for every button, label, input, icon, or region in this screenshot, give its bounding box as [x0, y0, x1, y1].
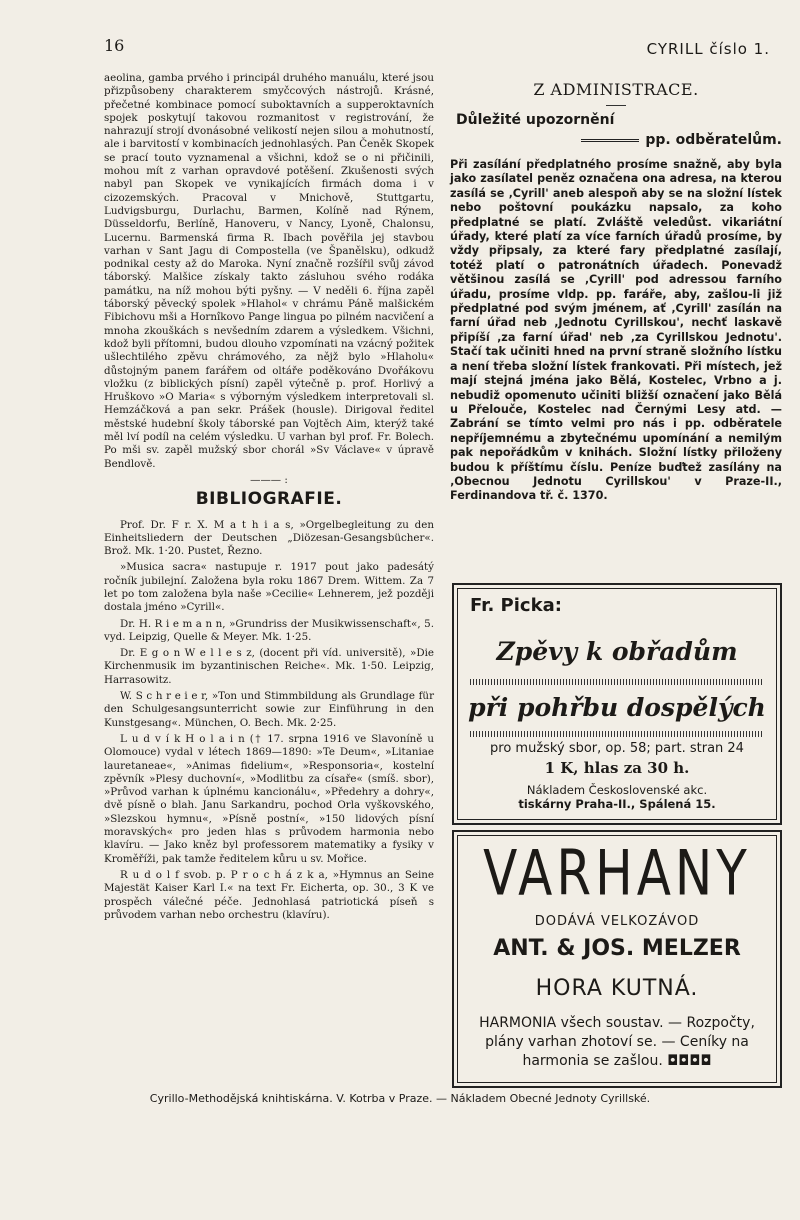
ad-publisher-line-1: Nákladem Československé akc. — [526, 783, 708, 797]
bibliography-heading: BIBLIOGRAFIE. — [195, 489, 343, 510]
page-header — [100, 36, 770, 66]
ad-company-name: ANT. & JOS. MELZER — [493, 936, 741, 961]
notice-body: Při zasílání předplatného prosíme snažně, aby byla jako zasílatel peněz označena ona adresa, na kterou zasílá se ‚Cyrill' aneb alespoň aby se na složní lístek nebo poštovní poukázku napsalo, za koho předplatné se platí. Zvláště veledůst. vikariátní úřady, které platí za více farních úřadů prosíme, by vždy připsaly, za které fary předplatné zasílají, totéž platí o patronátních úřadech. Ponevadž většinou zasílá se ‚Cyrill' pod adressou farního úřadu, prosíme vldp. pp. faráře, aby, zašlou-li již předplatné pod svým jménem, ať ‚Cyrill' zasílán na farní úřad neb ‚Jednotu Cyrillskou', nechť laskavě připíší ‚za farní úřad' neb ‚za Cyrillskou Jednotu'. Stačí tak učiniti hned na první straně složního lístku a není třeba složní lístek frankovati. Při místech, jež mají stejná jména jako Bělá, Kostelec, Vrbno a j. nebudiž opomenuto učiniti bližší označení jako Bělá u Přelouče, Kostelec nad Černými Lesy atd. — Zabrání se tímto velmi pro nás i pp. odběratele nepříjemnému a zbytečnému upomínání a nemilým pak nepořádkům v knihách. Složní lístky přiloženy budou k příštímu číslu. Peníze buďtež zasílány na ‚Obecnou Jednotu Cyrillskou' v Praze-II., Ferdinandova tř. č. 1370. — [450, 158, 782, 503]
administration-heading: Z ADMINISTRACE. — [533, 80, 699, 99]
ad-publisher-line-2: tiskárny Praha-II., Spálená 15. — [518, 797, 716, 811]
page-footer: Cyrillo-Methodějská knihtiskárna. V. Kotrba v Praze. — Nákladem Obecné Jednoty Cyrillské. — [149, 1092, 651, 1105]
ad-headline: VARHANY — [483, 836, 751, 910]
hatched-rule — [470, 679, 764, 685]
bibliography-entry: L u d v í k H o l a i n († 17. srpna 1916 ve Slavoníně u Olomouce) vydal v létech 1869—1890: »Te Deum«, »Litaniae lauretaneae«, »Animas fidelium«, »Responsoria«, kostelní zpěvník »Plesy duchovní«, »Modlitbu za císaře« (smíš. sbor), »Průvod varhan k úplnému kancionálu«, »Předehry a dohry«, dvě písně o blah. Janu Sarkandru, pochod Orla vyškovského, »Slezskou hymnu«, »Písně postní«, »150 lidových písní moravských« pro jeden hlas s průvodem harmonia nebo klavíru. — Jako kněz byl professorem matematiky a fysiky v Kroměříži, pak tamže ředitelem kůru u sv. Mořice. — [104, 732, 434, 865]
bibliography-entry: R u d o l f svob. p. P r o c h á z k a, »Hymnus an Seine Majestät Kaiser Karl I.« na text Fr. Eicherta, op. 30., 3 K ve prospěch válečné péče. Jednohlasá patriotická píseň s průvodem varhan nebo orchestru (klavíru). — [104, 868, 434, 921]
advertisement-melzer — [452, 830, 782, 1088]
advertisement-picka — [452, 583, 782, 825]
page-number: 16 — [104, 36, 125, 55]
right-column — [450, 72, 782, 504]
ad-price: 1 K, hlas za 30 h. — [544, 759, 690, 777]
ad-offer-text: HARMONIA všech soustav. — Rozpočty, plány varhan zhotoví se. — Ceníky na harmonia se zašlou. ◘◘◘◘ — [479, 1015, 755, 1069]
heading-divider — [606, 105, 626, 106]
section-separator: ——— : — [250, 473, 288, 486]
ad-publisher — [454, 783, 780, 811]
ad-title-line-1: Zpěvy k obřadům — [496, 637, 738, 666]
left-column — [104, 72, 434, 925]
bibliography-entry: Dr. E g o n W e l l e s z, (docent při víd. universitě), »Die Kirchenmusik im byzantinischen Reiche«. Mk. 1·50. Leipzig, Harrasowitz. — [104, 647, 434, 686]
notice-subtitle — [450, 132, 782, 148]
bibliography-entry: Prof. Dr. F r. X. M a t h i a s, »Orgelbegleitung zu den Einheitsliedern der Deutschen „Diözesan-Gesangsbücher«. Brož. Mk. 1·20. Pustet, Řezno. — [104, 518, 434, 558]
double-rule — [581, 139, 639, 142]
bibliography-list — [104, 519, 434, 923]
ad-author: Fr. Picka: — [470, 595, 562, 616]
bibliography-entry: W. S c h r e i e r, »Ton und Stimmbildung als Grundlage für den Schulgesangsunterricht sowie zur Einführung in den Kunstgesang«. München, O. Bech. Mk. 2·25. — [104, 690, 434, 729]
hatched-rule — [470, 731, 764, 737]
ad-title-line-2: při pohřbu dospělých — [468, 693, 766, 722]
running-title: CYRILL číslo 1. — [646, 40, 770, 58]
notice-subtitle-text: pp. odběratelům. — [645, 132, 782, 148]
ad-supplier-line: DODÁVÁ VELKOZÁVOD — [534, 914, 700, 929]
bibliography-entry: »Musica sacra« nastupuje r. 1917 pout jako padesátý ročník jubilejní. Založena byla roku 1867 Drem. Wittem. Za 7 let po tom založena byla naše »Cecilie« Lehnerem, jež později dostala jméno »Cyrill«. — [104, 561, 434, 614]
article-text: aeolina, gamba prvého i principál druhého manuálu, které jsou přizpůsobeny charakterem smyčcových nástrojů. Krásné, přečetné kombinace pomocí suboktavních a supperoktavních spojek poskytují takovou rozmanitost v registrování, že nahrazují strojí dvonásobné velikostí nejen silou a mohutností, ale i barvitostí v kombinacích jednohlasých. Pan Čeněk Skopek se prací touto vyznamenal a všichni, kdož se o ni přičinili, mohou mít z varhan opravdové potěšení. Zkušenosti svých nabyl pan Skopek ve vynikajících firmách doma i v cizozemských. Pracoval v Mnichově, Stuttgartu, Ludvigsburgu, Durlachu, Barmen, Kolíně nad Rýnem, Düsseldorfu, Berlíně, Hanoveru, v Nancy, Lyoně, Chalonsu, Lucernu. Barmenská firma R. Ibach pověřila jej stavbou varhan v Sant Jagu di Compostella (ve Španělsku), odkudž podnikal cesty až do Maroka. Nyní značně rozšířil svůj závod táborský. Malšice získaly takto zásluhou svého rodáka památku, na níž mohou býti pyšny. — V neděli 6. října zapěl táborský pěvecký spolek »Hlahol« v chrámu Páně malšickém Fibichovu mši a Hornîkovo Pange lingua po pilném nacvičení a mnoha zkouškách s nevšedním zdarem a výsledkem. Všichni, kdož byli přítomni, budou dlouho vzpomínati na vzácný požitek ušlechtilého zpěvu chrámového, za nějž bylo »Hlaholu« důstojným panem farářem od oltáře poděkováno Dvořákovu vložku (z biblických písní) zapěl výtečně p. prof. Horlivý a Hruškovo »O Maria« s výborným výsledkem interpretovali sl. Hemzáčková a pan sekr. Prášek (housle). Dirigoval ředitel městské hudební školy táborské pan Vojtěch Aim, kterýž také měl lví podíl na celém výsledku. U varhan byl prof. Fr. Bolech. Po mši sv. zapěl mužský sbor chorál »Sv Václave« v úpravě Bendlově. — [104, 72, 434, 470]
ad-description: pro mužský sbor, op. 58; part. stran 24 — [490, 741, 744, 756]
bibliography-entry: Dr. H. R i e m a n n, »Grundriss der Musikwissenschaft«, 5. vyd. Leipzig, Quelle & Meyer. Mk. 1·25. — [104, 617, 434, 643]
ad-location: HORA KUTNÁ. — [535, 976, 699, 1001]
notice-title: Důležité upozornění — [456, 112, 615, 128]
